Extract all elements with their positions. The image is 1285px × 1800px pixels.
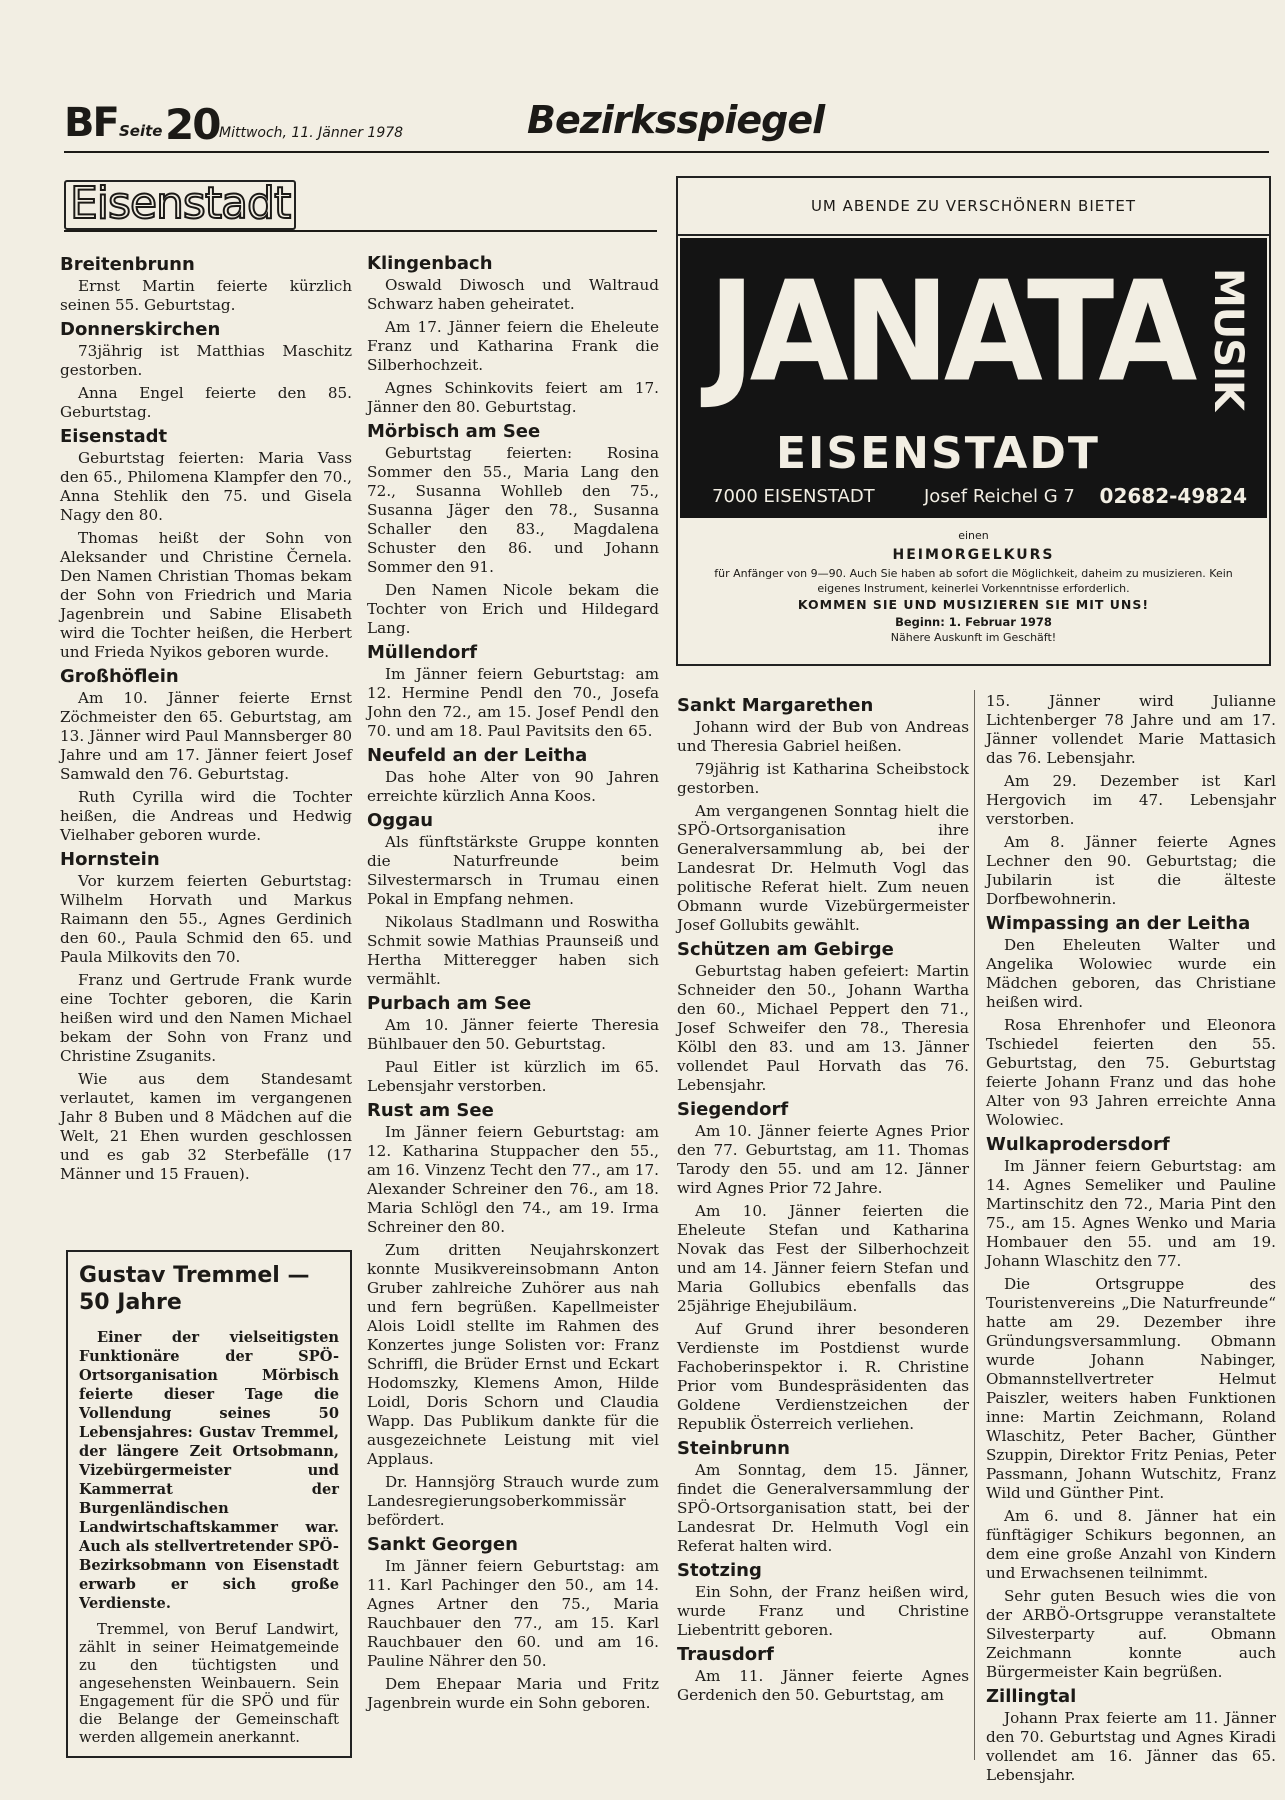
- ad-start: Beginn: 1. Februar 1978: [895, 615, 1052, 629]
- ad-phone: 02682-49824: [1099, 484, 1247, 508]
- ad-city: EISENSTADT: [776, 428, 1100, 479]
- article-heading: Steinbrunn: [677, 1438, 790, 1459]
- article-heading: Neufeld an der Leitha: [367, 745, 588, 766]
- article-paragraph: Vor kurzem feierten Geburtstag: Wilhelm Horvath und Markus Raimann den 55., Agnes Gerdinich den 60., Paula Schmid den 65. und Paula Milkovits den 70.: [60, 872, 352, 966]
- ad-postal: 7000 EISENSTADT: [712, 486, 875, 507]
- article-paragraph: Am 17. Jänner feiern die Eheleute Franz und Katharina Frank die Silberhochzeit.: [367, 318, 659, 374]
- article-heading: Breitenbrunn: [60, 254, 195, 275]
- article-heading: Rust am See: [367, 1100, 494, 1121]
- article-paragraph: 15. Jänner wird Julianne Lichtenberger 78 Jahre und am 17. Jänner vollendet Marie Mattasich das 76. Lebensjahr.: [986, 692, 1276, 767]
- boxed-title-line-2: 50 Jahre: [79, 1290, 182, 1315]
- article-paragraph: Im Jänner feiern Geburtstag: am 12. Hermine Pendl den 70., Josefa John den 72., am 15. Josef Pendl den 70. und am 18. Paul Pavitsits den 65.: [367, 665, 659, 740]
- article-heading: Wulkaprodersdorf: [986, 1134, 1170, 1155]
- article-paragraph: Dr. Hannsjörg Strauch wurde zum Landesregierungsoberkommissär befördert.: [367, 1473, 659, 1529]
- article-heading: Mörbisch am See: [367, 421, 541, 442]
- ad-logo-panel: [680, 238, 1267, 518]
- article-heading: Wimpassing an der Leitha: [986, 913, 1251, 934]
- article-paragraph: Thomas heißt der Sohn von Aleksander und Christine Černela. Den Namen Christian Thomas bekam der Sohn von Friedrich und Maria Jagenbrein und Sabine Elisabeth wird die Tochter heißen, die Herbert und Frieda Nyikos geboren wurde.: [60, 529, 352, 661]
- article-paragraph: Am 29. Dezember ist Karl Hergovich im 47. Lebensjahr verstorben.: [986, 772, 1276, 828]
- boxed-article-body: Tremmel, von Beruf Landwirt, zählt in seiner Heimatgemeinde zu den tüchtigsten und angesehensten Weinbauern. Sein Engagement für die SPÖ und für die Belange der Gemeinschaft werden allgemein anerkannt.: [79, 1621, 339, 1746]
- section-rule: [64, 230, 657, 232]
- ad-info: Nähere Auskunft im Geschäft!: [890, 631, 1057, 644]
- article-paragraph: Im Jänner feiern Geburtstag: am 12. Katharina Stuppacher den 55., am 16. Vinzenz Techt den 77., am 17. Alexander Schreiner den 76., am 18. Maria Schlögl den 74., am 19. Irma Schreiner den 80.: [367, 1123, 659, 1236]
- article-paragraph: Paul Eitler ist kürzlich im 65. Lebensjahr verstorben.: [367, 1058, 659, 1095]
- article-paragraph: Dem Ehepaar Maria und Fritz Jagenbrein wurde ein Sohn geboren.: [367, 1675, 659, 1712]
- article-paragraph: Am Sonntag, dem 15. Jänner, findet die Generalversammlung der SPÖ-Ortsorganisation statt, bei der Landesrat Dr. Helmuth Vogl ein Referat halten wird.: [677, 1461, 969, 1555]
- article-paragraph: Ernst Martin feierte kürzlich seinen 55. Geburtstag.: [60, 277, 352, 314]
- article-paragraph: Am vergangenen Sonntag hielt die SPÖ-Ortsorganisation ihre Generalversammlung ab, bei der Landesrat Dr. Helmuth Vogl das politische Referat hielt. Zum neuen Obmann wurde Vizebürgermeister Josef Gollubits gewählt.: [677, 802, 969, 934]
- article-heading: Donnerskirchen: [60, 319, 221, 340]
- article-paragraph: Zum dritten Neujahrskonzert konnte Musikvereinsobmann Anton Gruber zahlreiche Zuhörer aus nah und fern begrüßen. Kapellmeister Alois Loidl stellte im Rahmen des Konzertes junge Solisten vor: Franz Schriffl, die Brüder Ernst und Eckart Hodomszky, Klemens Amon, Hilde Loidl, Doris Schorn und Claudia Wapp. Das Publikum dankte für die ausgezeichnete Leistung mit viel Applaus.: [367, 1241, 659, 1468]
- ad-course-title: HEIMORGELKURS: [892, 547, 1055, 563]
- article-heading: Eisenstadt: [60, 426, 168, 447]
- column-4: [986, 692, 1276, 1789]
- article-paragraph: Franz und Gertrude Frank wurde eine Tochter geboren, die Karin heißen wird und den Namen Michael bekam der Sohn von Franz und Christine Zsuganits.: [60, 971, 352, 1065]
- article-paragraph: Sehr guten Besuch wies die von der ARBÖ-Ortsgruppe veranstaltete Silvesterparty auf. Obmann Zeichmann konnte auch Bürgermeister Kain begrüßen.: [986, 1587, 1276, 1681]
- ad-street: Josef Reichel G 7: [924, 486, 1075, 507]
- column-3: [677, 691, 969, 1709]
- issue-date: Mittwoch, 11. Jänner 1978: [219, 125, 404, 141]
- article-heading: Schützen am Gebirge: [677, 939, 894, 960]
- article-paragraph: Am 11. Jänner feierte Agnes Gerdenich den 50. Geburtstag, am: [677, 1667, 969, 1704]
- ad-einen: einen: [958, 529, 989, 542]
- article-paragraph: Geburtstag haben gefeiert: Martin Schneider den 50., Johann Wartha den 60., Michael Peppert den 71., Josef Schweifer den 78., Theresia Kölbl den 83. und am 13. Jänner vollendet Paul Horvath das 76. Lebensjahr.: [677, 962, 969, 1094]
- article-heading: Sankt Margarethen: [677, 695, 874, 716]
- article-paragraph: Das hohe Alter von 90 Jahren erreichte kürzlich Anna Koos.: [367, 768, 659, 805]
- article-heading: Klingenbach: [367, 253, 493, 274]
- article-heading: Zillingtal: [986, 1686, 1077, 1707]
- article-paragraph: Im Jänner feiern Geburtstag: am 14. Agnes Semeliker und Pauline Martinschitz den 72., Maria Pint den 75., am 15. Agnes Wenko und Maria Hombauer den 55. und am 19. Johann Wlaschitz den 77.: [986, 1157, 1276, 1270]
- article-paragraph: Oswald Diwosch und Waltraud Schwarz haben geheiratet.: [367, 276, 659, 313]
- page-header: [64, 98, 1269, 150]
- section-title: Eisenstadt: [70, 178, 291, 229]
- section-title-box: [64, 180, 296, 230]
- article-heading: Siegendorf: [677, 1099, 789, 1120]
- article-paragraph: Als fünftstärkste Gruppe konnten die Naturfreunde beim Silvestermarsch in Trumau einen Pokal in Empfang nehmen.: [367, 833, 659, 908]
- article-paragraph: Johann Prax feierte am 11. Jänner den 70. Geburtstag und Agnes Kiradi vollendet am 16. Jänner das 65. Lebensjahr.: [986, 1709, 1276, 1784]
- janata-advertisement: [676, 176, 1271, 666]
- article-paragraph: Johann wird der Bub von Andreas und Theresia Gabriel heißen.: [677, 718, 969, 755]
- article-paragraph: Den Eheleuten Walter und Angelika Wolowiec wurde ein Mädchen geboren, das Christiane heißen wird.: [986, 936, 1276, 1011]
- article-paragraph: Ruth Cyrilla wird die Tochter heißen, die Andreas und Hedwig Vielhaber geboren wurde.: [60, 788, 352, 844]
- article-paragraph: Auf Grund ihrer besonderen Verdienste im Postdienst wurde Fachoberinspektor i. R. Christine Prior vom Bundespräsidenten das Goldene Verdienstzeichen der Republik Österreich verliehen.: [677, 1320, 969, 1433]
- article-paragraph: Nikolaus Stadlmann und Roswitha Schmit sowie Mathias Praunseiß und Hertha Mitteregger haben sich vermählt.: [367, 913, 659, 988]
- article-paragraph: Im Jänner feiern Geburtstag: am 11. Karl Pachinger den 50., am 14. Agnes Artner den 75., Maria Rauchbauer den 77., am 15. Karl Rauchbauer den 60. und am 16. Pauline Nährer den 50.: [367, 1557, 659, 1670]
- article-heading: Sankt Georgen: [367, 1534, 518, 1555]
- article-paragraph: Rosa Ehrenhofer und Eleonora Tschiedel feierten den 55. Geburtstag, den 75. Geburtstag feierte Johann Franz und das hohe Alter von 93 Jahren erreichte Anna Wolowiec.: [986, 1016, 1276, 1129]
- ad-slogan: KOMMEN SIE UND MUSIZIEREN SIE MIT UNS!: [797, 597, 1150, 612]
- article-paragraph: Geburtstag feierten: Maria Vass den 65., Philomena Klampfer den 70., Anna Stehlik den 75. und Gisela Nagy den 80.: [60, 449, 352, 524]
- article-heading: Stotzing: [677, 1560, 762, 1581]
- boxed-article-lead: Einer der vielseitigsten Funktionäre der SPÖ-Ortsorganisation Mörbisch feierte dieser Tage die Vollendung seines 50 Lebensjahres: Gustav Tremmel, der längere Zeit Ortsobmann, Vizebürgermeister und Kammerrat der Burgenländischen Landwirtschaftskammer war. Auch als stellvertretender SPÖ-Bezirksobmann von Eisenstadt erwarb er sich große Verdienste.: [79, 1329, 339, 1612]
- article-paragraph: Ein Sohn, der Franz heißen wird, wurde Franz und Christine Liebentritt geboren.: [677, 1583, 969, 1639]
- article-heading: Müllendorf: [367, 642, 478, 663]
- column-1: [60, 250, 352, 1188]
- header-rule: [64, 151, 1269, 153]
- article-paragraph: 73jährig ist Matthias Maschitz gestorben.: [60, 342, 352, 379]
- boxed-article: [66, 1250, 352, 1758]
- article-paragraph: Geburtstag feierten: Rosina Sommer den 55., Maria Lang den 72., Susanna Wohlleb den 75., Susanna Jäger den 78., Susanna Schaller den 83., Magdalena Schuster den 86. und Johann Sommer den 91.: [367, 444, 659, 576]
- article-paragraph: Am 10. Jänner feierten die Eheleute Stefan und Katharina Novak das Fest der Silberhochzeit und am 14. Jänner feiern Stefan und Maria Gollubics ebenfalls das 25jährige Ehejubiläum.: [677, 1202, 969, 1315]
- ad-tagline: UM ABENDE ZU VERSCHÖNERN BIETET: [678, 178, 1269, 236]
- ad-course-text: für Anfänger von 9—90. Auch Sie haben ab sofort die Möglichkeit, daheim zu musizieren. Kein eigenes Instrument, keinerlei Vorkenntnisse erforderlich.: [714, 567, 1233, 595]
- ad-brand-side: MUSIK: [1205, 268, 1251, 410]
- article-paragraph: Wie aus dem Standesamt verlautet, kamen im vergangenen Jahr 8 Buben und 8 Mädchen auf die Welt, 21 Ehen wurden geschlossen und es gab 32 Sterbefälle (17 Männer und 15 Frauen).: [60, 1070, 352, 1183]
- article-paragraph: Anna Engel feierte den 85. Geburtstag.: [60, 384, 352, 421]
- article-paragraph: Am 10. Jänner feierte Ernst Zöchmeister den 65. Geburtstag, am 13. Jänner wird Paul Mannsberger 80 Jahre und am 17. Jänner feiert Josef Samwald den 76. Geburtstag.: [60, 689, 352, 783]
- article-paragraph: Die Ortsgruppe des Touristenvereins „Die Naturfreunde“ hatte am 29. Dezember ihre Gründungsversammlung. Obmann wurde Johann Nabinger, Obmannstellvertreter Helmut Paiszler, weiters haben Funktionen inne: Martin Zeichmann, Roland Wlaschitz, Peter Bacher, Günther Szuppin, Direktor Fritz Penias, Peter Passmann, Johann Wutschitz, Franz Wild und Günther Pint.: [986, 1275, 1276, 1502]
- page-number: 20: [165, 100, 220, 149]
- article-paragraph: Am 6. und 8. Jänner hat ein fünftägiger Schikurs begonnen, an dem eine große Anzahl von Kindern und Erwachsenen teilnimmt.: [986, 1507, 1276, 1582]
- boxed-article-title: [79, 1262, 339, 1316]
- newspaper-logo: BF: [64, 100, 118, 146]
- article-paragraph: Am 8. Jänner feierte Agnes Lechner den 90. Geburtstag; die Jubilarin ist die älteste Dorfbewohnerin.: [986, 833, 1276, 908]
- ad-brand-logo: JANATA: [708, 252, 1192, 413]
- page-label: Seite: [119, 122, 163, 140]
- article-heading: Hornstein: [60, 849, 160, 870]
- article-paragraph: Den Namen Nicole bekam die Tochter von Erich und Hildegard Lang.: [367, 581, 659, 637]
- article-paragraph: Am 10. Jänner feierte Agnes Prior den 77. Geburtstag, am 11. Thomas Tarody den 55. und am 12. Jänner wird Agnes Prior 72 Jahre.: [677, 1122, 969, 1197]
- article-heading: Oggau: [367, 810, 434, 831]
- article-heading: Großhöflein: [60, 666, 179, 687]
- page-title: Bezirksspiegel: [527, 98, 825, 142]
- article-heading: Trausdorf: [677, 1644, 774, 1665]
- article-paragraph: 79jährig ist Katharina Scheibstock gestorben.: [677, 760, 969, 797]
- boxed-title-line-1: Gustav Tremmel —: [79, 1263, 310, 1288]
- column-divider: [974, 690, 975, 1760]
- article-paragraph: Am 10. Jänner feierte Theresia Bühlbauer den 50. Geburtstag.: [367, 1016, 659, 1053]
- article-heading: Purbach am See: [367, 993, 532, 1014]
- article-paragraph: Agnes Schinkovits feiert am 17. Jänner den 80. Geburtstag.: [367, 379, 659, 416]
- column-2: [367, 249, 659, 1717]
- ad-course-info: [678, 528, 1269, 646]
